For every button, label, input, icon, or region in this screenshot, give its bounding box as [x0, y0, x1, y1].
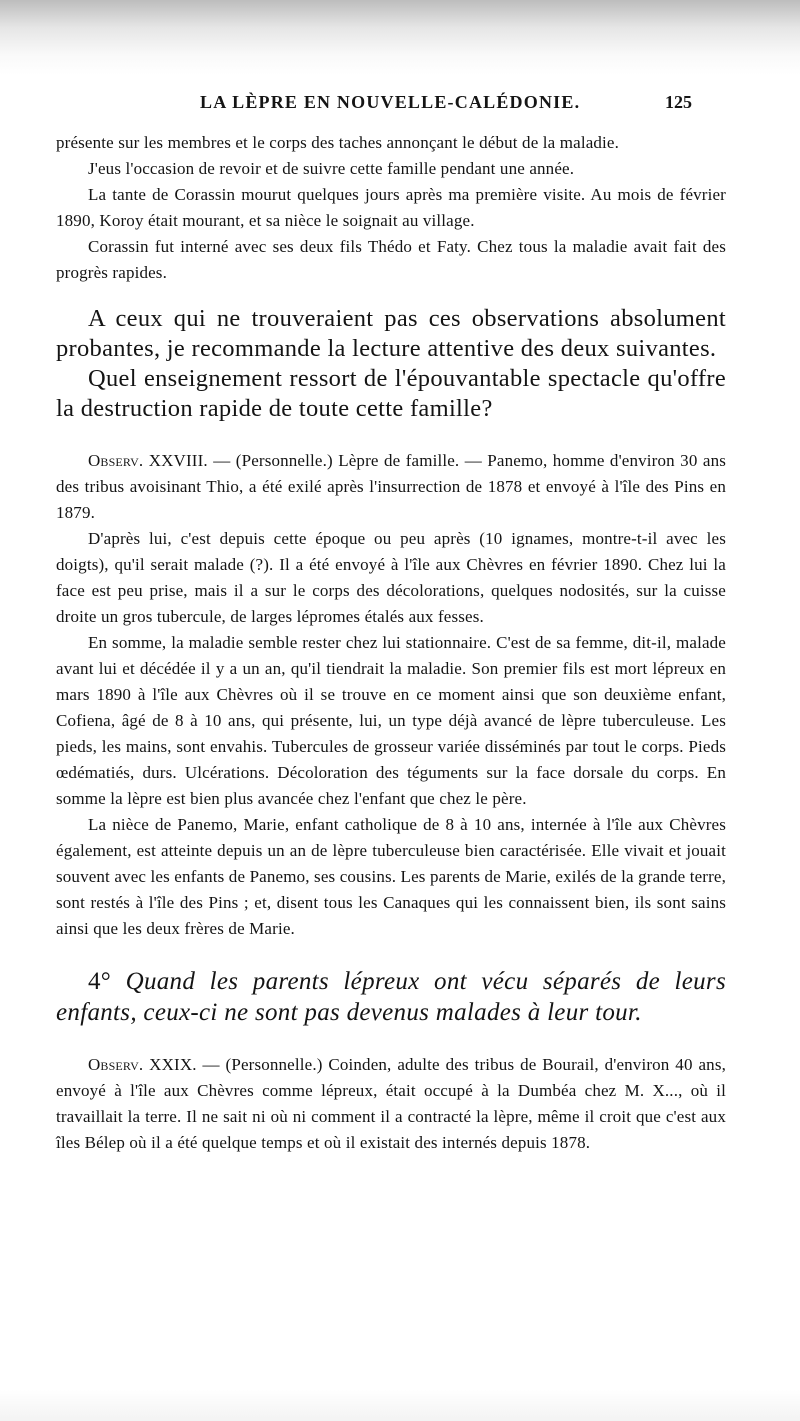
spacer: [56, 424, 726, 448]
page-number: 125: [665, 92, 692, 112]
spacer: [56, 286, 726, 304]
paragraph: En somme, la maladie semble rester chez lui stationnaire. C'est de sa femme, dit-il, malade avant lui et décédée il y a un an, qu'il tiendrait la maladie. Son premier fils est mort lépreux en mars 1890 à l'île aux Chèvres où il se trouve en ce moment ainsi que son deuxième enfant, Cofiena, âgé de 8 à 10 ans, qui présente, lui, un type déjà avancé de lèpre tuberculeuse. Les pieds, les mains, sont envahis. Tubercules de grosseur variée disséminés par tout le corps. Pieds œdématiés, durs. Ulcérations. Décoloration des téguments sur la face dorsale du corps. En somme la lèpre est bien plus avancée chez l'enfant que chez le père.: [56, 633, 726, 808]
section-number: 4°: [88, 968, 112, 995]
observation-label: Observ. XXVIII.: [88, 451, 208, 470]
paragraph: D'après lui, c'est depuis cette époque ou peu après (10 ignames, montre-t-il avec les doigts), qu'il serait malade (?). Il a été envoyé à l'île aux Chèvres en février 1890. Chez lui la face est peu prise, mais il a sur le corps des décolorations, quelques nodosités, sur la cuisse droite un gros tubercule, de larges lépromes étalés aux fesses.: [56, 529, 726, 626]
page-header: [110, 92, 692, 116]
section-heading-text: Quand les parents lépreux ont vécu séparés de leurs enfants, ceux-ci ne sont pas devenus malades à leur tour.: [56, 968, 726, 1026]
emphasis-paragraph: Quel enseignement ressort de l'épouvantable spectacle qu'offre la destruction rapide de toute cette famille?: [56, 365, 726, 422]
paragraph: présente sur les membres et le corps des taches annonçant le début de la maladie.: [56, 133, 620, 152]
observation-text: — (Personnelle.) Coinden, adulte des tribus de Bourail, d'environ 40 ans, envoyé à l'île aux Chèvres comme lépreux, était occupé à la Dumbéa chez M. X..., où il travaillait la terre. Il ne sait ni où ni comment il a contracté la lèpre, même il croit que c'est aux îles Bélep où il a été quelque temps et où il existait des internés depuis 1878.: [56, 1055, 726, 1152]
spacer: [56, 942, 726, 966]
emphasis-paragraph: A ceux qui ne trouveraient pas ces observations absolument probantes, je recommande la lecture attentive des deux suivantes.: [56, 305, 726, 362]
page-body: [56, 130, 726, 1156]
paragraph: J'eus l'occasion de revoir et de suivre cette famille pendant une année.: [88, 159, 575, 178]
observation-29: [56, 1052, 726, 1156]
paragraph: Corassin fut interné avec ses deux fils Thédo et Faty. Chez tous la maladie avait fait des progrès rapides.: [56, 237, 726, 282]
running-title: LA LÈPRE EN NOUVELLE-CALÉDONIE.: [200, 92, 581, 112]
observation-label: Observ. XXIX.: [88, 1055, 197, 1074]
paragraph: La nièce de Panemo, Marie, enfant catholique de 8 à 10 ans, internée à l'île aux Chèvres également, est atteinte depuis un an de lèpre tuberculeuse bien caractérisée. Elle vivait et jouait souvent avec les enfants de Panemo, ses cousins. Les parents de Marie, exilés de la grande terre, sont restés à l'île des Pins ; et, disent tous les Canaques qui les connaissent bien, ils sont sains ainsi que les deux frères de Marie.: [56, 815, 726, 938]
section-heading: [56, 966, 726, 1028]
paragraph: La tante de Corassin mourut quelques jours après ma première visite. Au mois de février 1890, Koroy était mourant, et sa nièce le soignait au village.: [56, 185, 726, 230]
observation-28: [56, 448, 726, 526]
observation-text: — (Personnelle.) Lèpre de famille. — Panemo, homme d'environ 30 ans des tribus avoisinant Thio, a été exilé après l'insurrection de 1878 et envoyé à l'île des Pins en 1879.: [56, 451, 727, 522]
spacer: [56, 1028, 726, 1052]
